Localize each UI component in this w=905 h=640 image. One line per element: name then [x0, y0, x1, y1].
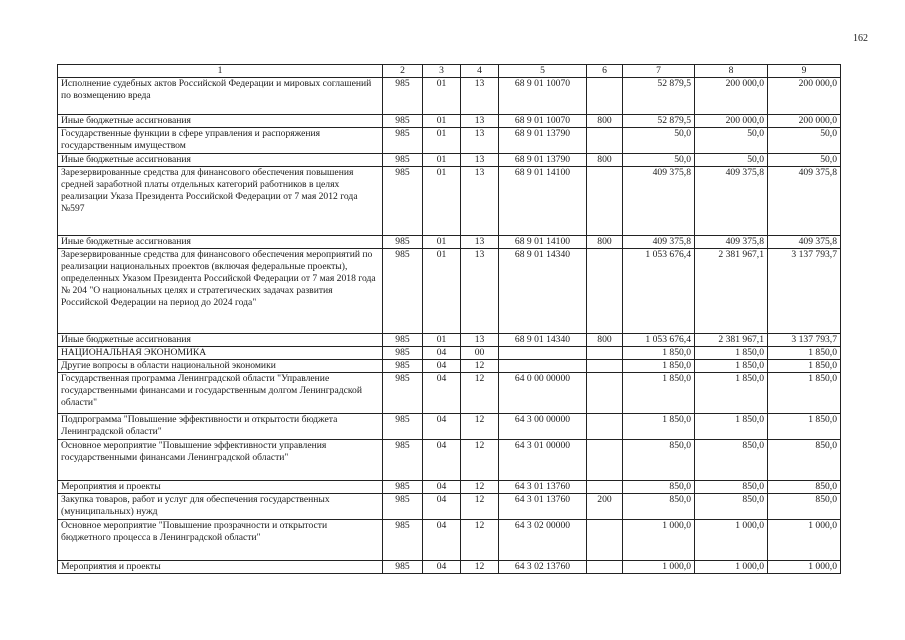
cell-amount-7: 1 850,0	[623, 347, 695, 360]
cell-section: 01	[423, 249, 461, 334]
cell-amount-8: 2 381 967,1	[695, 249, 768, 334]
cell-amount-9: 409 375,8	[768, 167, 841, 236]
table-row	[58, 561, 841, 574]
cell-subsection: 13	[461, 78, 499, 115]
cell-subsection: 12	[461, 520, 499, 561]
row-name: Иные бюджетные ассигнования	[58, 334, 383, 347]
cell-expense-type	[587, 440, 623, 481]
row-name: Зарезервированные средства для финансового обеспечения мероприятий по реализации национальных проектов (включая федеральные проекты), определенных Указом Президента Российской Федерации от 7 мая 2018 года № 204 "О национальных целях и стратегических задачах развития Российской Федерации на период до 2024 года"	[58, 249, 383, 334]
cell-target-article: 64 3 01 13760	[499, 481, 587, 494]
cell-amount-9: 1 000,0	[768, 561, 841, 574]
cell-amount-7: 52 879,5	[623, 115, 695, 128]
cell-expense-type	[587, 78, 623, 115]
cell-target-article: 68 9 01 14340	[499, 334, 587, 347]
cell-code: 985	[383, 167, 423, 236]
cell-section: 01	[423, 334, 461, 347]
cell-target-article	[499, 360, 587, 373]
cell-target-article	[499, 347, 587, 360]
cell-amount-7: 409 375,8	[623, 236, 695, 249]
row-name: Другие вопросы в области национальной экономики	[58, 360, 383, 373]
cell-code: 985	[383, 249, 423, 334]
cell-subsection: 00	[461, 347, 499, 360]
table-row	[58, 520, 841, 561]
cell-amount-7: 1 053 676,4	[623, 249, 695, 334]
row-name: Иные бюджетные ассигнования	[58, 154, 383, 167]
cell-section: 04	[423, 440, 461, 481]
row-name: Государственная программа Ленинградской области "Управление государственными финансами и государственным долгом Ленинградской области"	[58, 373, 383, 414]
table-row	[58, 347, 841, 360]
cell-target-article: 64 3 01 00000	[499, 440, 587, 481]
cell-target-article: 68 9 01 10070	[499, 115, 587, 128]
table-row	[58, 78, 841, 115]
cell-subsection: 13	[461, 249, 499, 334]
cell-amount-7: 50,0	[623, 154, 695, 167]
column-header: 3	[423, 65, 461, 78]
cell-amount-7: 1 850,0	[623, 414, 695, 440]
cell-section: 01	[423, 167, 461, 236]
cell-amount-7: 1 850,0	[623, 373, 695, 414]
header-row	[58, 65, 841, 78]
cell-section: 01	[423, 128, 461, 154]
table-row	[58, 494, 841, 520]
cell-subsection: 13	[461, 167, 499, 236]
cell-target-article: 64 3 00 00000	[499, 414, 587, 440]
cell-amount-9: 3 137 793,7	[768, 334, 841, 347]
cell-amount-8: 850,0	[695, 494, 768, 520]
cell-expense-type	[587, 249, 623, 334]
cell-amount-8: 1 000,0	[695, 561, 768, 574]
table-row	[58, 115, 841, 128]
cell-section: 04	[423, 373, 461, 414]
cell-subsection: 12	[461, 414, 499, 440]
row-name: НАЦИОНАЛЬНАЯ ЭКОНОМИКА	[58, 347, 383, 360]
cell-amount-7: 1 850,0	[623, 360, 695, 373]
cell-amount-8: 200 000,0	[695, 115, 768, 128]
table-row	[58, 414, 841, 440]
cell-target-article: 64 3 02 00000	[499, 520, 587, 561]
cell-target-article: 68 9 01 14340	[499, 249, 587, 334]
cell-amount-8: 200 000,0	[695, 78, 768, 115]
cell-code: 985	[383, 236, 423, 249]
cell-amount-8: 850,0	[695, 481, 768, 494]
cell-subsection: 13	[461, 154, 499, 167]
cell-amount-7: 1 000,0	[623, 561, 695, 574]
cell-amount-9: 200 000,0	[768, 115, 841, 128]
row-name: Иные бюджетные ассигнования	[58, 236, 383, 249]
cell-amount-9: 850,0	[768, 494, 841, 520]
cell-amount-7: 850,0	[623, 440, 695, 481]
cell-target-article: 68 9 01 13790	[499, 154, 587, 167]
cell-amount-9: 1 850,0	[768, 347, 841, 360]
cell-code: 985	[383, 481, 423, 494]
cell-expense-type	[587, 347, 623, 360]
column-header: 7	[623, 65, 695, 78]
cell-amount-9: 50,0	[768, 128, 841, 154]
cell-target-article: 68 9 01 13790	[499, 128, 587, 154]
cell-amount-9: 850,0	[768, 481, 841, 494]
cell-code: 985	[383, 494, 423, 520]
cell-expense-type	[587, 373, 623, 414]
cell-expense-type	[587, 360, 623, 373]
column-header: 5	[499, 65, 587, 78]
row-name: Подпрограмма "Повышение эффективности и открытости бюджета Ленинградской области"	[58, 414, 383, 440]
column-header: 8	[695, 65, 768, 78]
cell-amount-8: 1 000,0	[695, 520, 768, 561]
cell-section: 04	[423, 360, 461, 373]
cell-expense-type: 800	[587, 236, 623, 249]
column-header: 4	[461, 65, 499, 78]
cell-amount-8: 1 850,0	[695, 347, 768, 360]
cell-amount-8: 2 381 967,1	[695, 334, 768, 347]
cell-amount-8: 850,0	[695, 440, 768, 481]
row-name: Основное мероприятие "Повышение эффективности управления государственными финансами Ленинградской области"	[58, 440, 383, 481]
cell-amount-9: 1 850,0	[768, 360, 841, 373]
cell-expense-type: 200	[587, 494, 623, 520]
cell-section: 01	[423, 154, 461, 167]
cell-code: 985	[383, 154, 423, 167]
cell-expense-type	[587, 128, 623, 154]
cell-expense-type: 800	[587, 115, 623, 128]
cell-subsection: 12	[461, 494, 499, 520]
cell-target-article: 64 3 01 13760	[499, 494, 587, 520]
row-name: Исполнение судебных актов Российской Федерации и мировых соглашений по возмещению вреда	[58, 78, 383, 115]
cell-code: 985	[383, 115, 423, 128]
table-row	[58, 249, 841, 334]
cell-subsection: 12	[461, 373, 499, 414]
cell-subsection: 13	[461, 115, 499, 128]
cell-target-article: 68 9 01 14100	[499, 167, 587, 236]
row-name: Основное мероприятие "Повышение прозрачности и открытости бюджетного процесса в Ленинградской области"	[58, 520, 383, 561]
cell-subsection: 12	[461, 561, 499, 574]
budget-table	[57, 64, 841, 574]
cell-amount-7: 1 053 676,4	[623, 334, 695, 347]
cell-code: 985	[383, 561, 423, 574]
cell-subsection: 12	[461, 360, 499, 373]
cell-amount-7: 409 375,8	[623, 167, 695, 236]
cell-target-article: 68 9 01 14100	[499, 236, 587, 249]
row-name: Мероприятия и проекты	[58, 481, 383, 494]
cell-amount-8: 409 375,8	[695, 236, 768, 249]
cell-amount-8: 50,0	[695, 154, 768, 167]
cell-subsection: 13	[461, 334, 499, 347]
cell-amount-8: 1 850,0	[695, 373, 768, 414]
cell-expense-type	[587, 414, 623, 440]
cell-section: 04	[423, 561, 461, 574]
table-row	[58, 236, 841, 249]
cell-expense-type	[587, 167, 623, 236]
cell-expense-type	[587, 481, 623, 494]
column-header: 9	[768, 65, 841, 78]
cell-code: 985	[383, 128, 423, 154]
cell-section: 01	[423, 78, 461, 115]
cell-section: 04	[423, 414, 461, 440]
row-name: Закупка товаров, работ и услуг для обеспечения государственных (муниципальных) нужд	[58, 494, 383, 520]
table-row	[58, 360, 841, 373]
cell-code: 985	[383, 414, 423, 440]
cell-subsection: 13	[461, 236, 499, 249]
cell-code: 985	[383, 440, 423, 481]
row-name: Зарезервированные средства для финансового обеспечения повышения средней заработной платы отдельных категорий работников в целях реализации Указа Президента Российской Федерации от 7 мая 2012 года №597	[58, 167, 383, 236]
table-row	[58, 128, 841, 154]
cell-amount-7: 1 000,0	[623, 520, 695, 561]
row-name: Мероприятия и проекты	[58, 561, 383, 574]
table-body	[58, 78, 841, 574]
cell-subsection: 12	[461, 440, 499, 481]
cell-amount-9: 1 850,0	[768, 373, 841, 414]
column-header: 2	[383, 65, 423, 78]
cell-amount-9: 3 137 793,7	[768, 249, 841, 334]
cell-expense-type	[587, 520, 623, 561]
cell-amount-7: 52 879,5	[623, 78, 695, 115]
table-row	[58, 334, 841, 347]
column-header: 1	[58, 65, 383, 78]
cell-section: 04	[423, 347, 461, 360]
cell-expense-type: 800	[587, 154, 623, 167]
cell-amount-7: 50,0	[623, 128, 695, 154]
table-row	[58, 440, 841, 481]
cell-amount-8: 50,0	[695, 128, 768, 154]
cell-expense-type	[587, 561, 623, 574]
table-row	[58, 167, 841, 236]
cell-expense-type: 800	[587, 334, 623, 347]
cell-code: 985	[383, 78, 423, 115]
cell-section: 04	[423, 481, 461, 494]
cell-amount-8: 1 850,0	[695, 414, 768, 440]
cell-target-article: 64 3 02 13760	[499, 561, 587, 574]
table-row	[58, 373, 841, 414]
cell-amount-8: 409 375,8	[695, 167, 768, 236]
cell-amount-9: 1 000,0	[768, 520, 841, 561]
cell-code: 985	[383, 520, 423, 561]
page-number: 162	[853, 33, 868, 44]
cell-section: 04	[423, 520, 461, 561]
cell-subsection: 13	[461, 128, 499, 154]
cell-amount-9: 850,0	[768, 440, 841, 481]
cell-amount-7: 850,0	[623, 494, 695, 520]
row-name: Государственные функции в сфере управления и распоряжения государственным имуществом	[58, 128, 383, 154]
cell-subsection: 12	[461, 481, 499, 494]
cell-section: 01	[423, 236, 461, 249]
cell-code: 985	[383, 360, 423, 373]
cell-target-article: 64 0 00 00000	[499, 373, 587, 414]
cell-amount-9: 1 850,0	[768, 414, 841, 440]
cell-amount-7: 850,0	[623, 481, 695, 494]
row-name: Иные бюджетные ассигнования	[58, 115, 383, 128]
cell-code: 985	[383, 347, 423, 360]
cell-amount-9: 200 000,0	[768, 78, 841, 115]
column-header: 6	[587, 65, 623, 78]
table-row	[58, 481, 841, 494]
cell-section: 01	[423, 115, 461, 128]
cell-code: 985	[383, 373, 423, 414]
cell-section: 04	[423, 494, 461, 520]
cell-target-article: 68 9 01 10070	[499, 78, 587, 115]
cell-amount-9: 50,0	[768, 154, 841, 167]
table-row	[58, 154, 841, 167]
cell-amount-9: 409 375,8	[768, 236, 841, 249]
cell-code: 985	[383, 334, 423, 347]
cell-amount-8: 1 850,0	[695, 360, 768, 373]
